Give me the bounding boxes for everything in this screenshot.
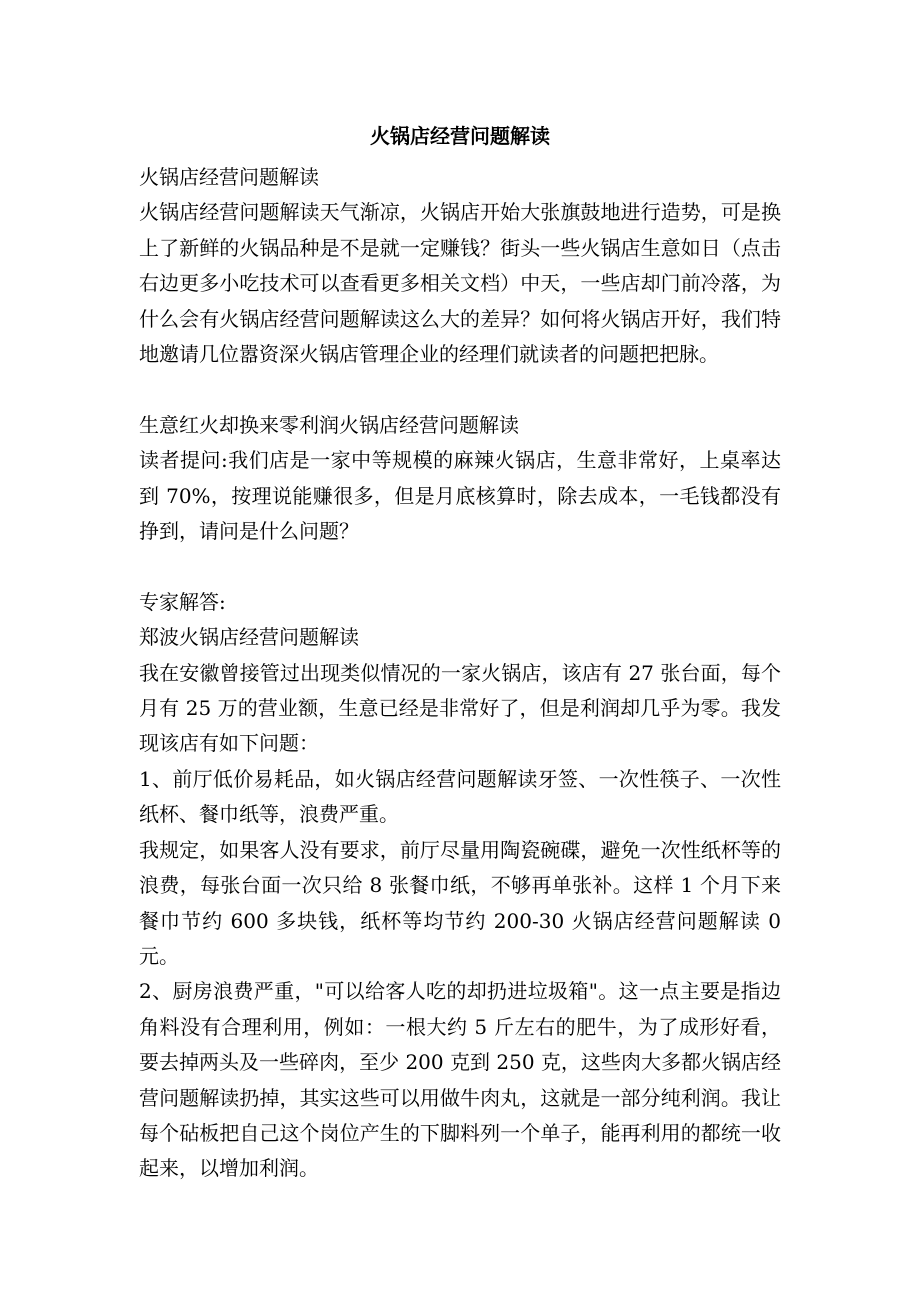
- document-title: 火锅店经营问题解读: [370, 124, 550, 148]
- paragraph-subtitle: 火锅店经营问题解读: [139, 165, 319, 189]
- blank-line: [139, 549, 781, 584]
- paragraph-point-1: 1、前厅低价易耗品，如火锅店经营问题解读牙签、一次性筷子、一次性纸杯、餐巾纸等，浪费严重。: [139, 766, 781, 827]
- paragraph-reader-question: 读者提问:我们店是一家中等规模的麻辣火锅店，生意非常好，上桌率达到 70%，按理说能赚很多，但是月底核算时，除去成本，一毛钱都没有挣到，请问是什么问题？: [139, 448, 781, 544]
- section-heading: 生意红火却换来零利润火锅店经营问题解读: [139, 412, 519, 437]
- document-body: [139, 160, 781, 1187]
- paragraph-expert-name: 郑波火锅店经营问题解读: [139, 625, 359, 650]
- paragraph-point-2: 2、厨房浪费严重，"可以给客人吃的却扔进垃圾箱"。这一点主要是指边角料没有合理利用，例如：一根大约 5 斤左右的肥牛，为了成形好看，要去掉两头及一些碎肉，至少 200 克到 250 克，这些肉大多都火锅店经营问题解读扔掉，其实这些可以用做牛肉丸，这就是一部分纯利润。我让每个砧板把自己这个岗位产生的下脚料列一个单子，能再利用的都统一收起来，以增加利润。: [139, 979, 781, 1181]
- paragraph-point-1-detail: 我规定，如果客人没有要求，前厅尽量用陶瓷碗碟，避免一次性纸杯等的浪费，每张台面一次只给 8 张餐巾纸，不够再单张补。这样 1 个月下来餐巾节约 600 多块钱，纸杯等均节约 200-30 火锅店经营问题解读 0 元。: [139, 837, 781, 968]
- paragraph-expert-label: 专家解答:: [139, 589, 226, 614]
- blank-line: [139, 372, 781, 407]
- paragraph-intro: 火锅店经营问题解读天气渐凉，火锅店开始大张旗鼓地进行造势，可是换上了新鲜的火锅品种是不是就一定赚钱？街头一些火锅店生意如日（点击右边更多小吃技术可以查看更多相关文档）中天，一些店却门前冷落，为什么会有火锅店经营问题解读这么大的差异？如何将火锅店开好，我们特地邀请几位嚣资深火锅店管理企业的经理们就读者的问题把把脉。: [139, 200, 781, 367]
- paragraph-case: 我在安徽曾接管过出现类似情况的一家火锅店，该店有 27 张台面，每个月有 25 万的营业额，生意已经是非常好了，但是利润却几乎为零。我发现该店有如下问题：: [139, 660, 781, 756]
